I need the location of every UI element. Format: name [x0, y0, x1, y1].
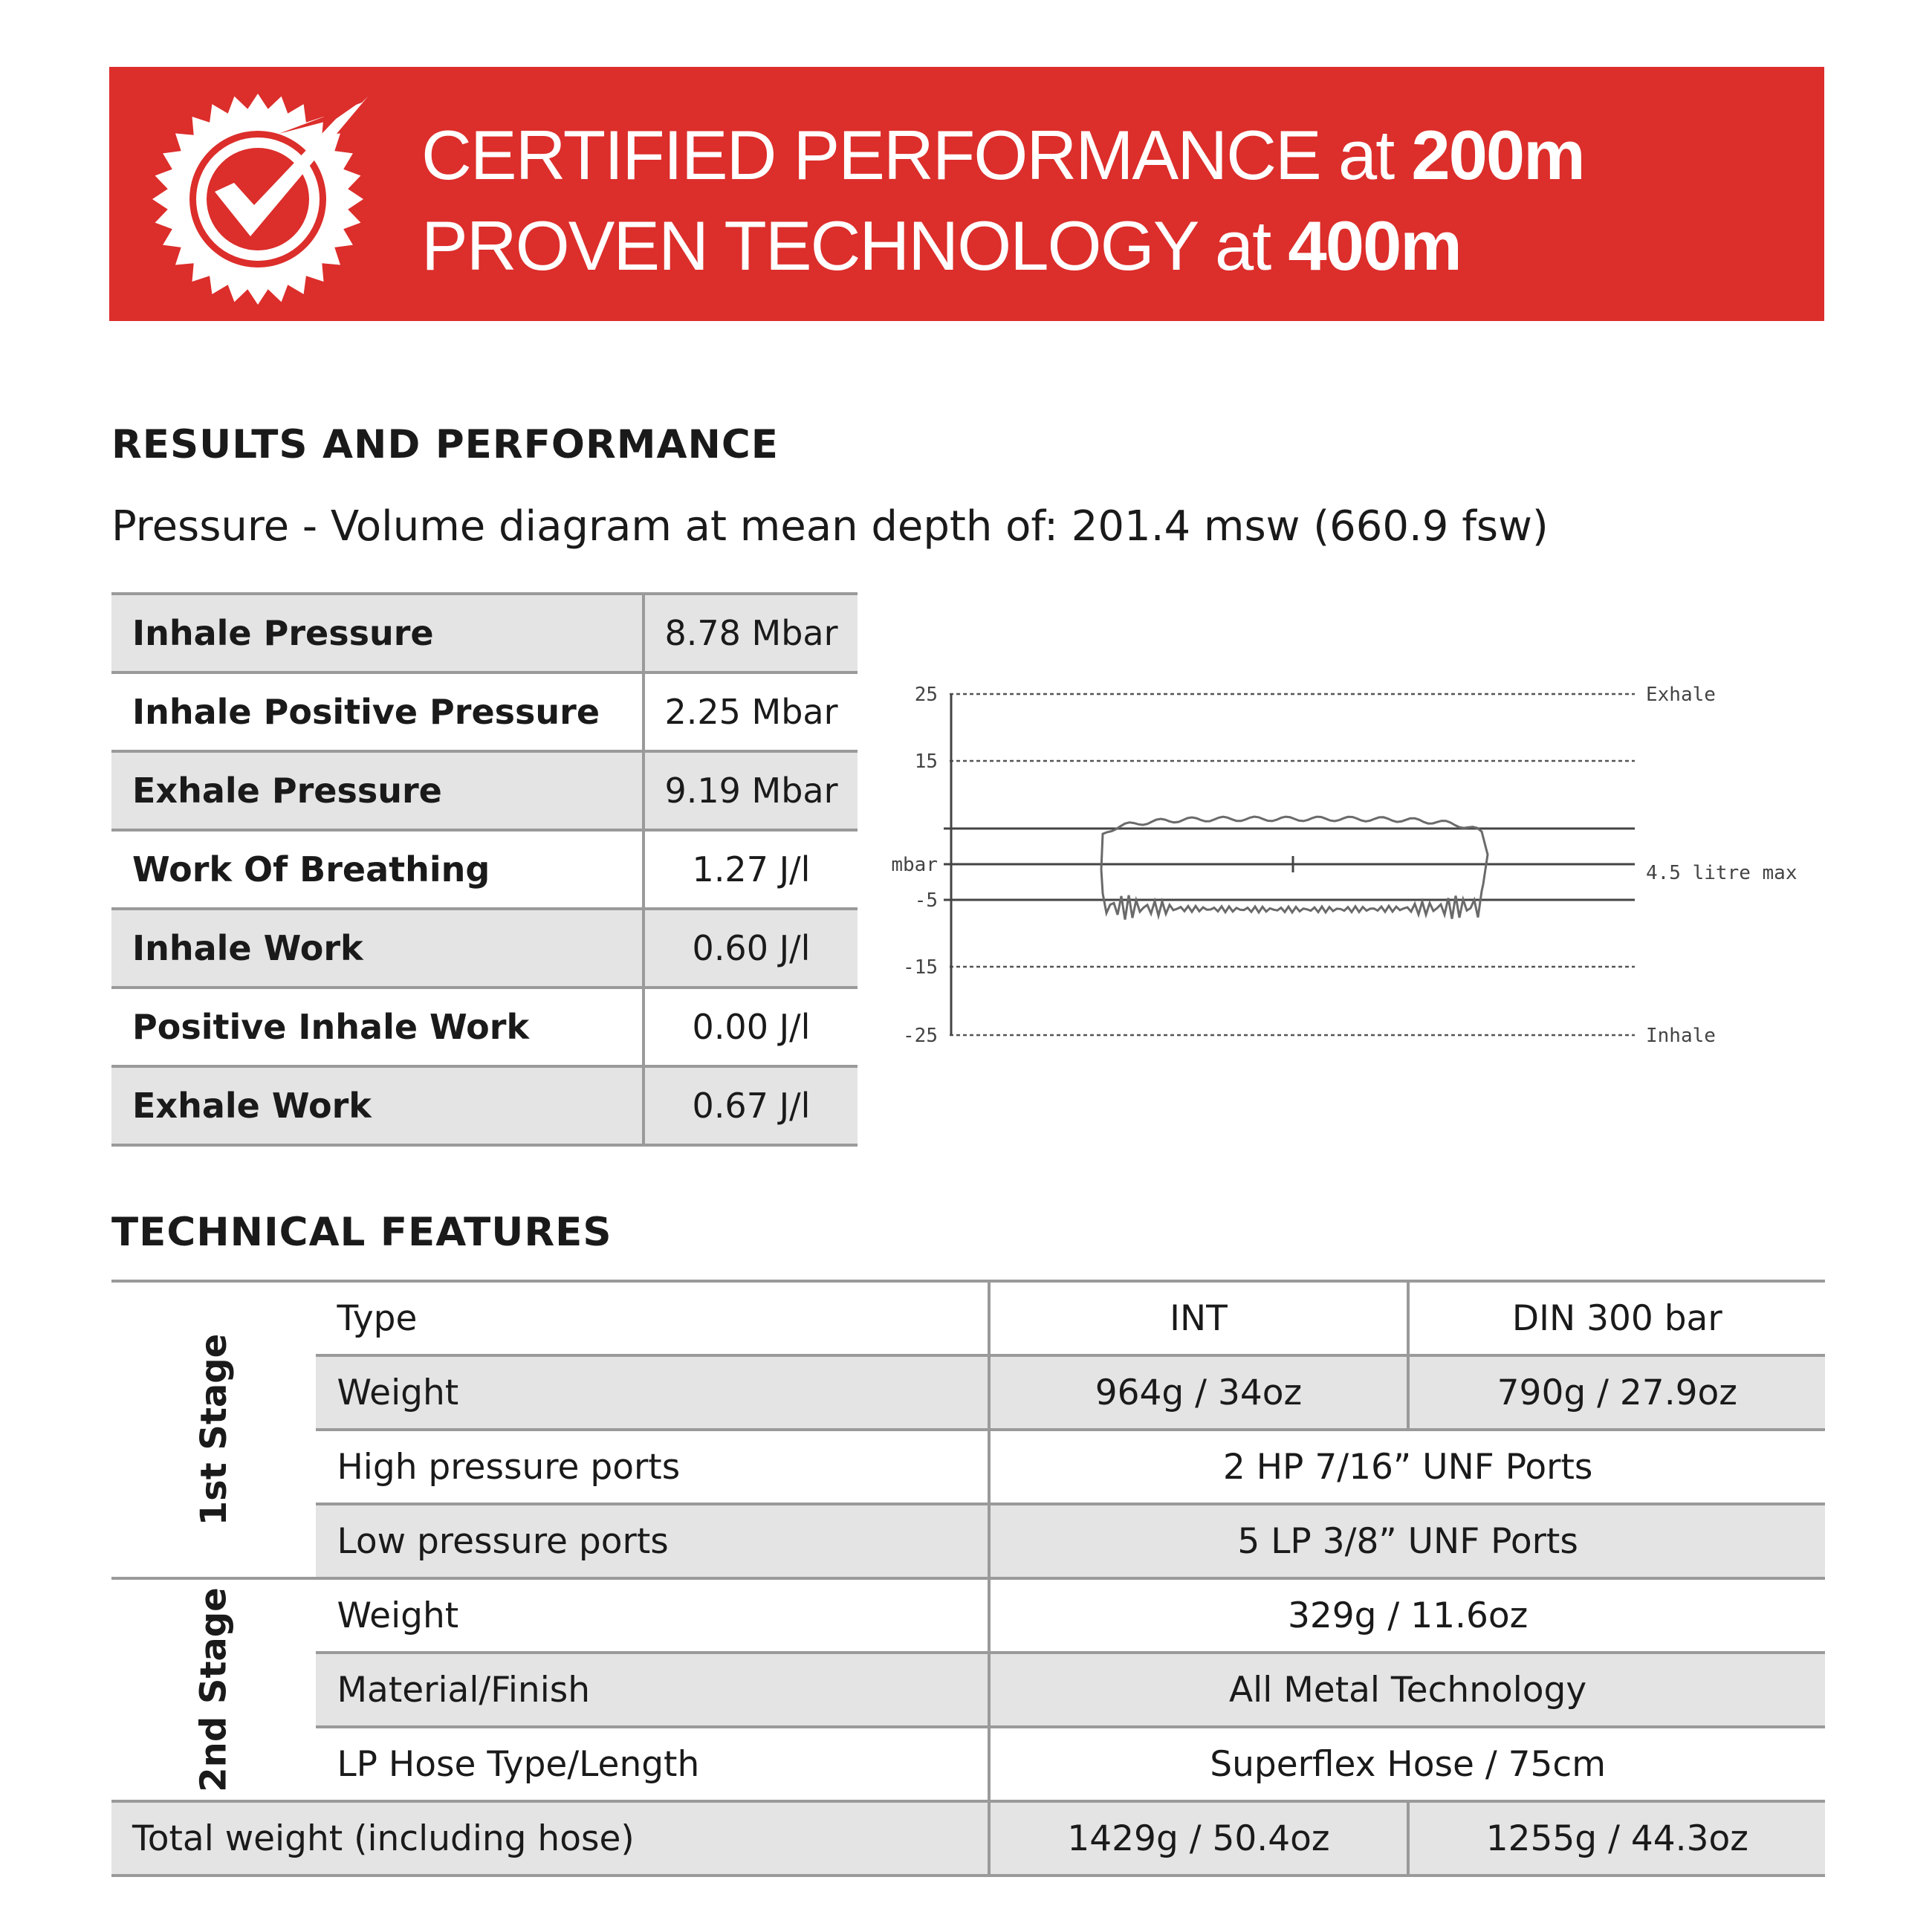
feature-value: 329g / 11.6oz	[989, 1578, 1825, 1653]
feature-value: All Metal Technology	[989, 1653, 1825, 1727]
check-seal-icon	[146, 80, 377, 311]
feature-label: High pressure ports	[316, 1430, 989, 1504]
volume-label: 4.5 litre max	[1646, 862, 1798, 884]
pv-diagram-caption: Pressure - Volume diagram at mean depth of: 201.4 msw (660.9 fsw)	[111, 502, 1549, 551]
y-axis-unit: mbar	[891, 854, 938, 876]
banner-line-1	[421, 110, 1584, 201]
result-label: Exhale Work	[111, 1066, 644, 1145]
second-stage-cell	[111, 1578, 316, 1801]
results-table	[111, 592, 858, 1147]
table-row	[111, 1430, 1825, 1504]
result-value: 0.67 J/l	[644, 1066, 858, 1145]
y-tick-minus-15: -15	[903, 956, 938, 979]
banner-line-1-depth: 200m	[1411, 116, 1584, 194]
pv-loop-trace	[1101, 817, 1488, 920]
feature-value-din: 790g / 27.9oz	[1408, 1355, 1825, 1430]
result-value: 8.78 Mbar	[644, 594, 858, 672]
technical-features-table	[111, 1280, 1825, 1877]
result-label: Work Of Breathing	[111, 830, 644, 909]
table-row	[111, 1066, 858, 1145]
feature-value-int: INT	[989, 1281, 1407, 1355]
table-row	[111, 1578, 1825, 1653]
result-value: 1.27 J/l	[644, 830, 858, 909]
feature-value-din: DIN 300 bar	[1408, 1281, 1825, 1355]
results-heading: RESULTS AND PERFORMANCE	[111, 422, 779, 467]
result-value: 0.60 J/l	[644, 909, 858, 988]
table-row	[111, 751, 858, 830]
feature-value: Superflex Hose / 75cm	[989, 1727, 1825, 1801]
table-row	[111, 830, 858, 909]
result-label: Exhale Pressure	[111, 751, 644, 830]
banner-headline	[421, 110, 1584, 291]
features-heading: TECHNICAL FEATURES	[111, 1210, 612, 1255]
total-weight-din: 1255g / 44.3oz	[1408, 1801, 1825, 1876]
table-row	[111, 1504, 1825, 1578]
result-value: 2.25 Mbar	[644, 672, 858, 751]
result-label: Inhale Positive Pressure	[111, 672, 644, 751]
second-stage-label: 2nd Stage	[192, 1587, 235, 1792]
exhale-label: Exhale	[1646, 684, 1716, 706]
first-stage-label: 1st Stage	[192, 1333, 235, 1526]
y-tick-15: 15	[914, 751, 938, 773]
feature-value-int: 964g / 34oz	[989, 1355, 1407, 1430]
feature-label: Material/Finish	[316, 1653, 989, 1727]
total-weight-int: 1429g / 50.4oz	[989, 1801, 1407, 1876]
table-row	[111, 672, 858, 751]
table-row	[111, 1281, 1825, 1355]
certification-banner	[109, 67, 1824, 321]
table-row	[111, 909, 858, 988]
inhale-label: Inhale	[1646, 1025, 1716, 1047]
feature-label: Type	[316, 1281, 989, 1355]
banner-line-2	[421, 201, 1584, 291]
feature-label: LP Hose Type/Length	[316, 1727, 989, 1801]
table-row-total	[111, 1801, 1825, 1876]
banner-line-2-text: PROVEN TECHNOLOGY at	[421, 207, 1288, 285]
feature-value: 5 LP 3/8” UNF Ports	[989, 1504, 1825, 1578]
result-value: 9.19 Mbar	[644, 751, 858, 830]
feature-value: 2 HP 7/16” UNF Ports	[989, 1430, 1825, 1504]
first-stage-cell	[111, 1281, 316, 1578]
feature-label: Low pressure ports	[316, 1504, 989, 1578]
banner-line-1-text: CERTIFIED PERFORMANCE at	[421, 116, 1412, 194]
table-row	[111, 1355, 1825, 1430]
y-tick-minus-5: -5	[914, 889, 938, 912]
table-row	[111, 1653, 1825, 1727]
banner-line-2-depth: 400m	[1288, 207, 1461, 285]
table-row	[111, 594, 858, 672]
feature-label: Weight	[316, 1355, 989, 1430]
table-row	[111, 988, 858, 1066]
result-label: Positive Inhale Work	[111, 988, 644, 1066]
y-tick-25: 25	[914, 684, 938, 706]
result-label: Inhale Pressure	[111, 594, 644, 672]
result-value: 0.00 J/l	[644, 988, 858, 1066]
total-weight-label: Total weight (including hose)	[111, 1801, 989, 1876]
table-row	[111, 1727, 1825, 1801]
feature-label: Weight	[316, 1578, 989, 1653]
y-tick-minus-25: -25	[903, 1025, 938, 1047]
pressure-volume-diagram	[877, 669, 1828, 1070]
result-label: Inhale Work	[111, 909, 644, 988]
